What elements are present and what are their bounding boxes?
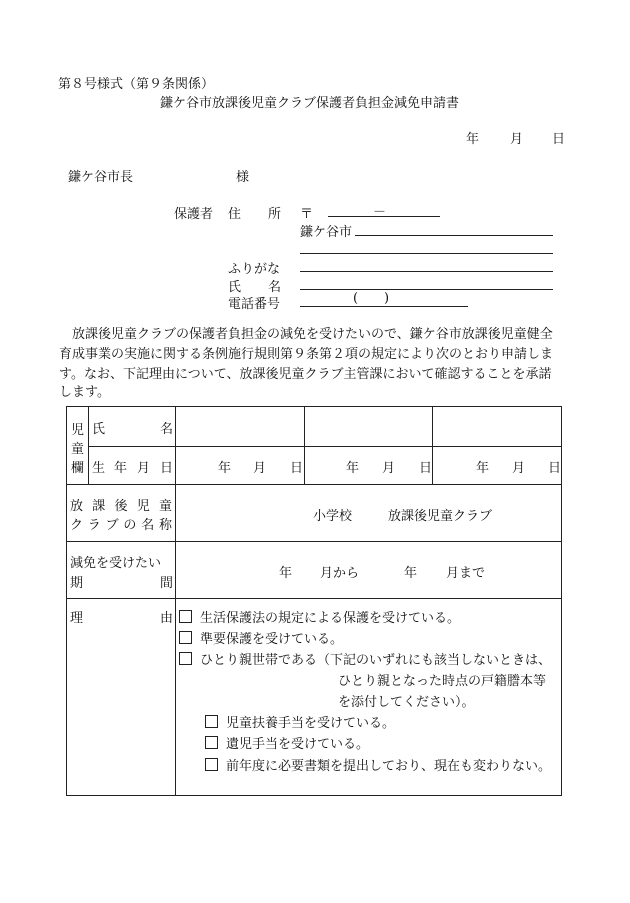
period-label-line-1: 減免を受けたい bbox=[70, 556, 162, 571]
sub-option-orphan-allowance[interactable]: 遺児手当を受けている。 bbox=[205, 733, 369, 752]
child-label-3: 欄 bbox=[71, 461, 85, 476]
checkbox-icon[interactable] bbox=[179, 631, 192, 644]
postal-dash: － bbox=[373, 205, 387, 220]
address-label-1: 住 bbox=[228, 207, 242, 222]
child-label-2: 童 bbox=[71, 442, 85, 457]
sama-honorific: 様 bbox=[236, 170, 250, 185]
guardian-name-field[interactable] bbox=[300, 289, 553, 290]
period-to-month: 月まで bbox=[446, 566, 486, 581]
mayor-addressee: 鎌ケ谷市長 bbox=[68, 170, 134, 185]
furigana-label: ふりがな bbox=[228, 262, 281, 277]
dob-1-year: 年 bbox=[218, 461, 232, 476]
dob-2-month: 月 bbox=[382, 461, 396, 476]
reason-option-quasi-welfare[interactable]: 準要保護を受けている。 bbox=[179, 628, 343, 647]
date-day-label: 日 bbox=[552, 132, 566, 147]
club-name-field[interactable] bbox=[176, 485, 561, 540]
reason-label-2: 由 bbox=[160, 611, 174, 626]
furigana-field[interactable] bbox=[300, 271, 553, 272]
city-label: 鎌ケ谷市 bbox=[300, 225, 353, 240]
checkbox-icon[interactable] bbox=[205, 736, 218, 749]
body-line-4: します。 bbox=[59, 385, 110, 400]
dob-3-day: 日 bbox=[548, 461, 562, 476]
dob-1-day: 日 bbox=[290, 461, 304, 476]
address-field[interactable] bbox=[355, 235, 553, 236]
child-name-cell-2[interactable] bbox=[305, 407, 431, 445]
dob-3-month: 月 bbox=[512, 461, 526, 476]
period-field[interactable] bbox=[176, 542, 561, 597]
child-name-label-1: 氏 bbox=[92, 422, 106, 437]
phone-paren-open: ( bbox=[353, 291, 359, 306]
checkbox-icon[interactable] bbox=[179, 652, 192, 665]
period-from-year: 年 bbox=[279, 566, 293, 581]
period-from-month: 月から bbox=[320, 566, 360, 581]
child-name-label-2: 名 bbox=[160, 422, 174, 437]
phone-field[interactable] bbox=[300, 306, 468, 307]
club-school-suffix: 小学校 bbox=[313, 509, 353, 524]
dob-label-1: 生 bbox=[92, 461, 106, 476]
postal-mark: 〒 bbox=[300, 207, 314, 222]
club-name-suffix: 放課後児童クラブ bbox=[388, 509, 493, 524]
dob-2-year: 年 bbox=[346, 461, 360, 476]
form-number: 第８号様式（第９条関係） bbox=[58, 77, 215, 92]
reason-label-1: 理 bbox=[70, 611, 84, 626]
address-label-2: 所 bbox=[268, 207, 282, 222]
period-to-year: 年 bbox=[404, 566, 418, 581]
child-label-1: 児 bbox=[71, 423, 85, 438]
club-label-line-2: ク ラ ブ の 名 称 bbox=[70, 518, 172, 533]
period-label-2a: 期 bbox=[70, 576, 84, 591]
checkbox-icon[interactable] bbox=[205, 758, 218, 771]
club-label-line-1: 放 課 後 児 童 bbox=[70, 499, 172, 514]
dob-label-2: 年 bbox=[114, 461, 128, 476]
child-name-cell-1[interactable] bbox=[176, 407, 303, 445]
body-line-2: 育成事業の実施に関する条例施行規則第９条第２項の規定により次のとおり申請しま bbox=[59, 347, 554, 362]
name-label-2: 名 bbox=[268, 280, 282, 295]
dob-3-year: 年 bbox=[476, 461, 490, 476]
address-field-2[interactable] bbox=[300, 253, 553, 254]
date-year-label: 年 bbox=[466, 132, 480, 147]
body-line-3: す。なお、下記理由について、放課後児童クラブ主管課において確認することを承諾 bbox=[59, 367, 552, 382]
dob-1-month: 月 bbox=[253, 461, 267, 476]
name-label-1: 氏 bbox=[228, 280, 242, 295]
sub-option-child-allowance[interactable]: 児童扶養手当を受けている。 bbox=[205, 712, 395, 731]
child-name-cell-3[interactable] bbox=[433, 407, 561, 445]
guardian-label: 保護者 bbox=[174, 207, 214, 222]
form-title: 鎌ケ谷市放課後児童クラブ保護者負担金減免申請書 bbox=[160, 96, 460, 111]
reason-note-line-2: を添付してください）。 bbox=[338, 695, 475, 710]
sub-option-previous-documents[interactable]: 前年度に必要書類を提出しており、現在も変わりない。 bbox=[205, 755, 551, 774]
checkbox-icon[interactable] bbox=[205, 715, 218, 728]
checkbox-icon[interactable] bbox=[179, 610, 192, 623]
dob-label-3: 月 bbox=[137, 461, 151, 476]
period-label-2b: 間 bbox=[160, 576, 174, 591]
reason-option-single-parent[interactable]: ひとり親世帯である（下記のいずれにも該当しないときは、 bbox=[179, 649, 551, 668]
dob-label-4: 日 bbox=[160, 461, 174, 476]
body-line-1: 放課後児童クラブの保護者負担金の減免を受けたいので、鎌ケ谷市放課後児童健全 bbox=[59, 327, 553, 342]
phone-paren-close: ) bbox=[384, 291, 390, 306]
reason-note-line-1: ひとり親となった時点の戸籍謄本等 bbox=[338, 674, 547, 689]
dob-2-day: 日 bbox=[419, 461, 433, 476]
date-month-label: 月 bbox=[510, 132, 524, 147]
phone-label: 電話番号 bbox=[228, 297, 281, 312]
reason-option-welfare[interactable]: 生活保護法の規定による保護を受けている。 bbox=[179, 607, 460, 626]
